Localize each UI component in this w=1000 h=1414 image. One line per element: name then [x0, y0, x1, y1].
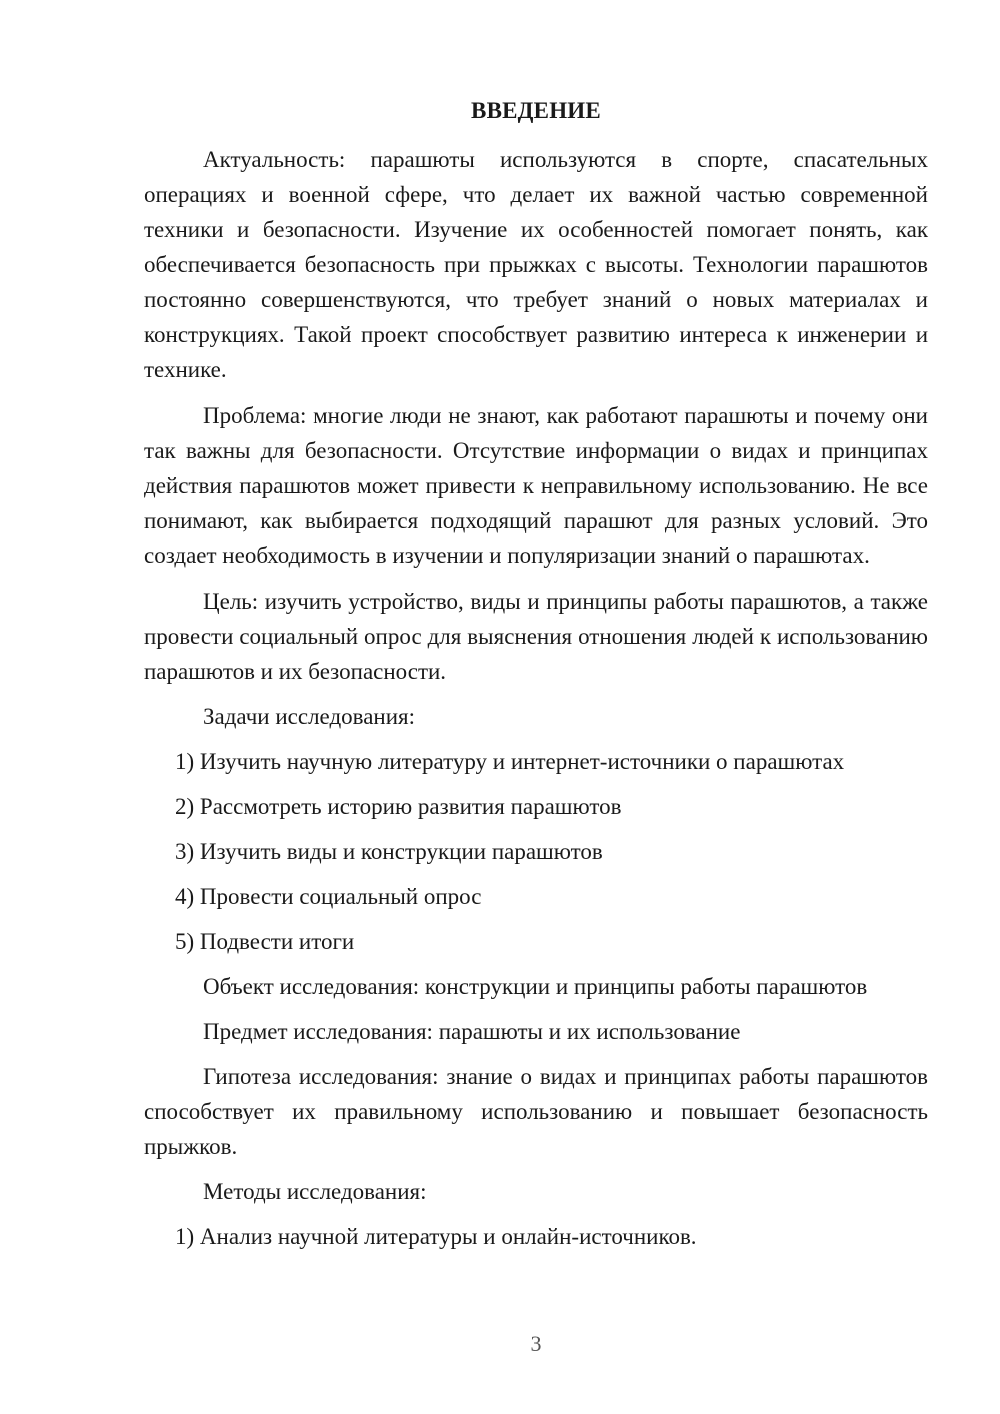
task-item-1: 1) Изучить научную литературу и интернет-источники о парашютах [175, 749, 845, 774]
relevance-paragraph: Актуальность: парашюты используются в спорте, спасательных операциях и военной сфере, что делает их важной частью современной техники и безопасности. Изучение их особенностей помогает понять, как обеспечивается безопасность при прыжках с высоты. Технологии парашютов постоянно совершенствуются, что требует знаний о новых материалах и конструкциях. Такой проект способствует развитию интереса к инженерии и технике. [144, 147, 928, 382]
research-subject: Предмет исследования: парашюты и их использование [203, 1019, 741, 1044]
task-item-5: 5) Подвести итоги [175, 929, 355, 954]
task-item-3: 3) Изучить виды и конструкции парашютов [175, 839, 603, 864]
research-object: Объект исследования: конструкции и принципы работы парашютов [203, 974, 868, 999]
page-content [144, 96, 928, 1254]
methods-heading: Методы исследования: [203, 1179, 427, 1204]
task-item-4: 4) Провести социальный опрос [175, 884, 482, 909]
method-item-1: 1) Анализ научной литературы и онлайн-источников. [175, 1224, 697, 1249]
problem-paragraph: Проблема: многие люди не знают, как работают парашюты и почему они так важны для безопасности. Отсутствие информации о видах и принципах действия парашютов может привести к неправильному использованию. Не все понимают, как выбирается подходящий парашют для разных условий. Это создает необходимость в изучении и популяризации знаний о парашютах. [144, 403, 928, 568]
tasks-heading: Задачи исследования: [203, 704, 416, 729]
task-item-2: 2) Рассмотреть историю развития парашютов [175, 794, 622, 819]
goal-paragraph: Цель: изучить устройство, виды и принципы работы парашютов, а также провести социальный опрос для выяснения отношения людей к использованию парашютов и их безопасности. [144, 589, 928, 684]
page-number: 3 [530, 1331, 542, 1356]
page-title: ВВЕДЕНИЕ [471, 98, 601, 123]
hypothesis-paragraph: Гипотеза исследования: знание о видах и принципах работы парашютов способствует их правильному использованию и повышает безопасность прыжков. [144, 1064, 928, 1159]
